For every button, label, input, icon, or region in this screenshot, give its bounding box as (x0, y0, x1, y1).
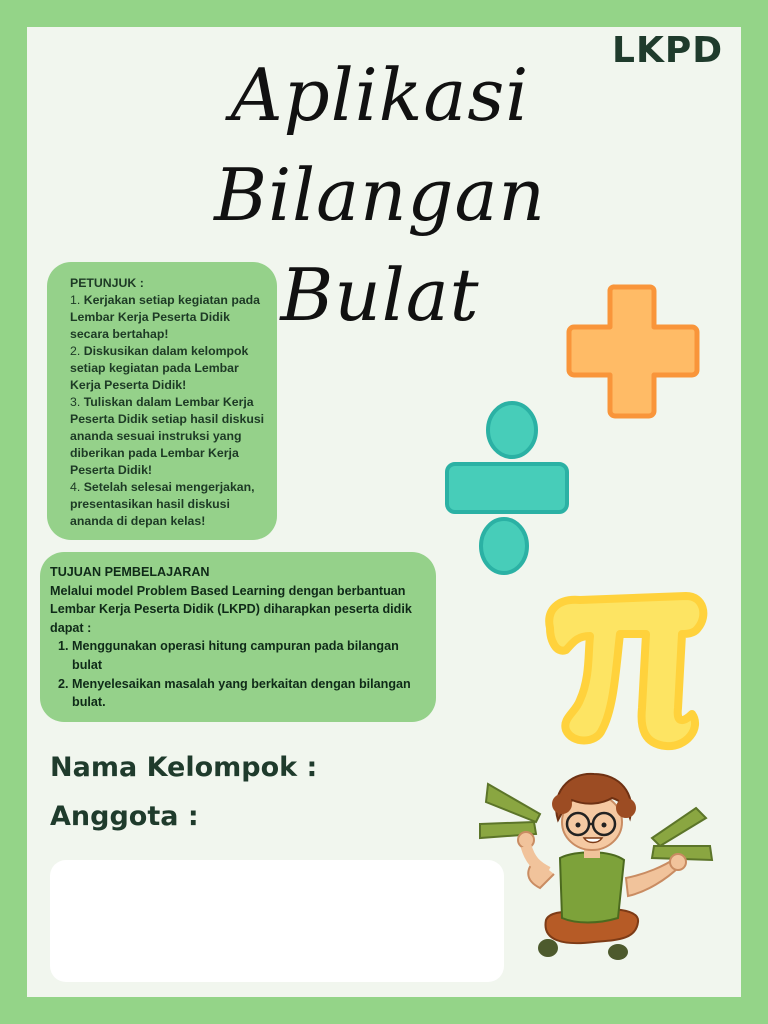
members-answer-box[interactable] (50, 860, 504, 982)
instructions-heading: PETUNJUK : (70, 276, 144, 290)
instruction-text: Kerjakan setiap kegiatan pada Lembar Kerja Peserta Didik secara bertahap! (70, 293, 261, 341)
instruction-number: 3. (70, 395, 81, 409)
objective-item: 2. Menyelesaikan masalah yang berkaitan dengan bilangan bulat. (72, 675, 424, 712)
instruction-number: 2. (70, 344, 81, 358)
instruction-number: 1. (70, 293, 81, 307)
instruction-text: Setelah selesai mengerjakan, presentasikan hasil diskusi ananda di depan kelas! (70, 480, 255, 528)
learning-objectives-box (40, 552, 436, 722)
lkpd-badge: LKPD (612, 30, 724, 71)
title-line-1: Aplikasi (230, 53, 530, 137)
instruction-item (70, 479, 267, 530)
divide-icon (442, 400, 572, 578)
pi-icon (536, 588, 714, 752)
objective-item: 1. Menggunakan operasi hitung campuran pada bilangan bulat (72, 637, 424, 674)
child-illustration (506, 770, 692, 966)
title-line-2: Bilangan Bulat (214, 153, 546, 337)
plus-icon (566, 282, 702, 420)
instruction-item (70, 394, 267, 479)
instruction-text: Tuliskan dalam Lembar Kerja Peserta Didik setiap hasil diskusi ananda sesuai instruksi yang diberikan pada Lembar Kerja Peserta Didik! (70, 395, 265, 477)
members-label: Anggota : (50, 801, 199, 832)
instruction-item (70, 292, 267, 343)
instruction-text: Diskusikan dalam kelompok setiap kegiatan pada Lembar Kerja Peserta Didik! (70, 344, 249, 392)
objectives-intro: Melalui model Problem Based Learning dengan berbantuan Lembar Kerja Peserta Didik (LKPD) diharapkan peserta didik dapat : (50, 583, 412, 635)
instruction-item (70, 343, 267, 394)
objectives-heading: TUJUAN PEMBELAJARAN (50, 565, 210, 579)
instructions-box (47, 262, 277, 540)
group-name-label: Nama Kelompok : (50, 752, 318, 783)
objectives-list (50, 637, 424, 711)
instruction-number: 4. (70, 480, 81, 494)
